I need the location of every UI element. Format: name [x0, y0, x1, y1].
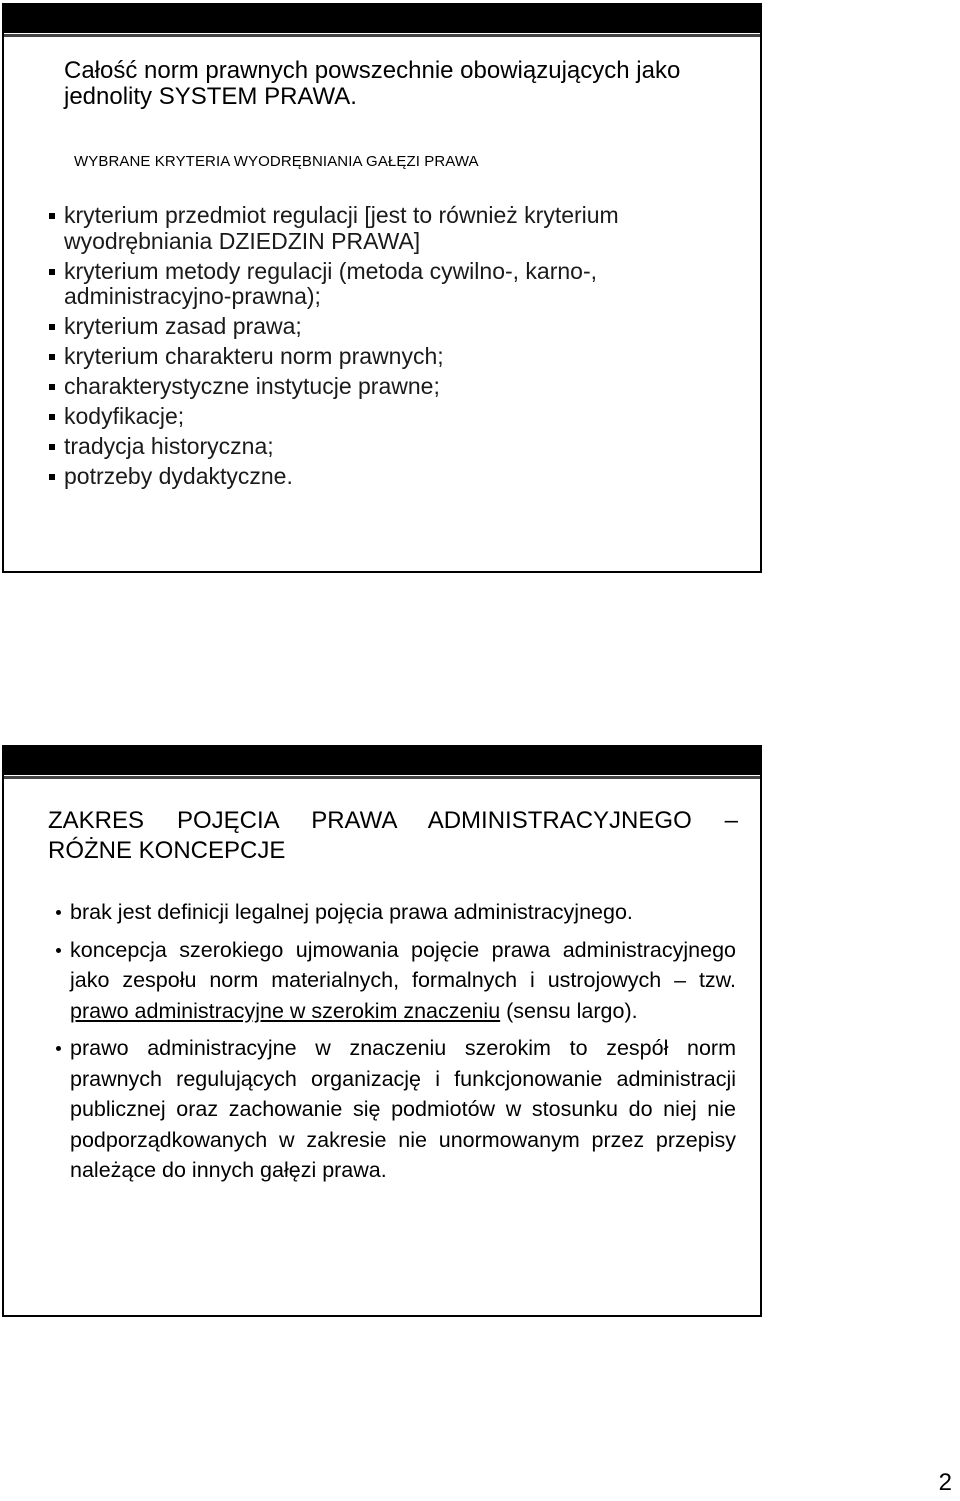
- underlined-term: prawo administracyjne w szerokim znaczeniu: [70, 998, 501, 1023]
- list-item-text: brak jest definicji legalnej pojęcia prawa administracyjnego.: [70, 900, 633, 924]
- square-bullet-icon: [49, 324, 55, 330]
- slide-1: [2, 3, 762, 573]
- slide-2-title-line-2: RÓŻNE KONCEPCJE: [48, 837, 286, 864]
- round-bullet-icon: [56, 1046, 61, 1051]
- list-item: [48, 434, 748, 460]
- round-bullet-icon: [56, 948, 61, 953]
- slide-1-title: Całość norm prawnych powszechnie obowiązujących jako jednolity SYSTEM PRAWA.: [64, 57, 681, 110]
- list-item-text-tail: (sensu largo).: [500, 998, 638, 1023]
- square-bullet-icon: [49, 414, 55, 420]
- list-item: [48, 314, 748, 340]
- list-item: [48, 404, 748, 430]
- list-item-text: kryterium charakteru norm prawnych;: [64, 343, 444, 369]
- list-item: [54, 897, 736, 928]
- slide-1-header-bar: [4, 5, 760, 33]
- list-item: [48, 259, 748, 310]
- slide-2-header-bar: [4, 747, 760, 775]
- list-item: [48, 374, 748, 400]
- page-number: 2: [938, 1469, 952, 1496]
- list-item-text: kryterium przedmiot regulacji [jest to również kryterium wyodrębniania DZIEDZIN PRAWA]: [64, 202, 619, 254]
- list-item: [48, 344, 748, 370]
- slide-2-title-line-1: ZAKRES POJĘCIA PRAWA ADMINISTRACYJNEGO –: [48, 807, 738, 834]
- square-bullet-icon: [49, 354, 55, 360]
- round-bullet-icon: [56, 910, 61, 915]
- list-item-text: kryterium zasad prawa;: [64, 313, 302, 339]
- square-bullet-icon: [49, 384, 55, 390]
- list-item: [48, 464, 748, 490]
- list-item-text: kodyfikacje;: [64, 403, 185, 429]
- list-item-text: charakterystyczne instytucje prawne;: [64, 373, 440, 399]
- list-item-text: koncepcja szerokiego ujmowania pojęcie prawa administracyjnego jako zespołu norm materialnych, formalnych i ustrojowych – tzw.: [70, 937, 736, 992]
- list-item-text: tradycja historyczna;: [64, 433, 274, 459]
- criteria-list: [48, 203, 748, 494]
- square-bullet-icon: [49, 269, 55, 275]
- square-bullet-icon: [49, 213, 55, 219]
- slide-2-title: [48, 806, 738, 866]
- list-item-text: potrzeby dydaktyczne.: [64, 463, 293, 489]
- list-item: [54, 1033, 736, 1186]
- list-item-text: prawo administracyjne w znaczeniu szerokim to zespół norm prawnych regulujących organizację i funkcjonowanie administracji publicznej oraz zachowanie się podmiotów w stosunku do niej nie podporządkowanych w zakresie nie unormowanym przez przepisy należące do innych gałęzi prawa.: [70, 1036, 736, 1182]
- slide-2: [2, 745, 762, 1317]
- list-item: [54, 935, 736, 1027]
- concepts-list: [54, 897, 736, 1193]
- square-bullet-icon: [49, 444, 55, 450]
- square-bullet-icon: [49, 474, 55, 480]
- slide-1-subtitle: WYBRANE KRYTERIA WYODRĘBNIANIA GAŁĘZI PRAWA: [74, 153, 479, 170]
- list-item-text: kryterium metody regulacji (metoda cywilno-, karno-, administracyjno-prawna);: [64, 257, 598, 309]
- list-item: [48, 203, 748, 254]
